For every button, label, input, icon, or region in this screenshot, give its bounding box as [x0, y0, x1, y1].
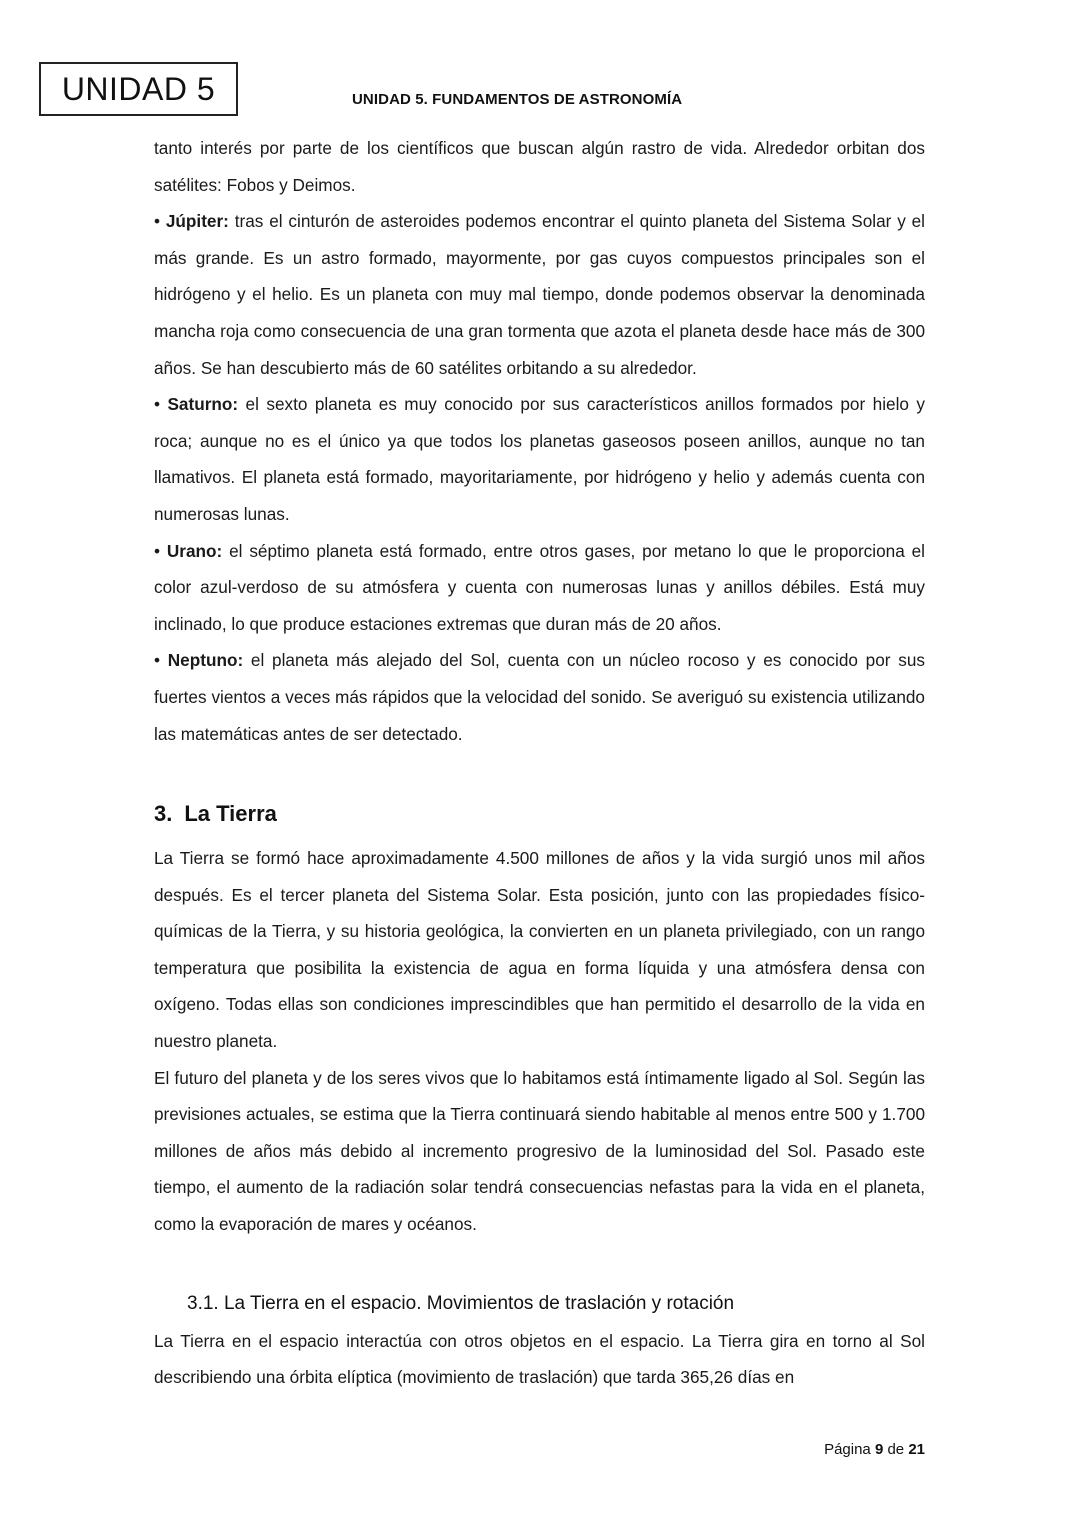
- intro-paragraph: tanto interés por parte de los científicos que buscan algún rastro de vida. Alrededor orbitan dos satélites: Fobos y Deimos.: [154, 138, 925, 195]
- planet-description: el séptimo planeta está formado, entre otros gases, por metano lo que le proporciona el color azul-verdoso de su atmósfera y cuenta con numerosas lunas y anillos débiles. Está muy inclinado, lo que produce estaciones extremas que duran más de 20 años.: [154, 540, 925, 634]
- section-paragraph: La Tierra se formó hace aproximadamente 4.500 millones de años y la vida surgió unos mil años después. Es el tercer planeta del Sistema Solar. Esta posición, junto con las propiedades físico-químicas de la Tierra, y su historia geológica, la convierten en un planeta privilegiado, con un rango temperatura que posibilita la existencia de agua en forma líquida y una atmósfera densa con oxígeno. Todas ellas son condiciones imprescindibles que han permitido el desarrollo de la vida en nuestro planeta.: [154, 848, 925, 1052]
- planet-jupiter: • Júpiter: tras el cinturón de asteroides podemos encontrar el quinto planeta del Sistema Solar y el más grande. Es un astro formado, mayormente, por gas cuyos compuestos principales son el hidrógeno y el helio. Es un planeta con muy mal tiempo, donde podemos observar la denominada mancha roja como consecuencia de una gran tormenta que azota el planeta desde hace más de 300 años. Se han descubierto más de 60 satélites orbitando a su alrededor.: [154, 211, 926, 378]
- planet-urano: • Urano: el séptimo planeta está formado, entre otros gases, por metano lo que le proporciona el color azul-verdoso de su atmósfera y cuenta con numerosas lunas y anillos débiles. Está muy inclinado, lo que produce estaciones extremas que duran más de 20 años.: [154, 540, 925, 634]
- planet-name: Neptuno:: [167, 650, 244, 671]
- unit-label: UNIDAD 5: [61, 70, 216, 107]
- planet-name: Saturno:: [167, 394, 239, 415]
- subsection-paragraph: La Tierra en el espacio interactúa con otros objetos en el espacio. La Tierra gira en torno al Sol describiendo una órbita elíptica (movimiento de traslación) que tarda 365,26 días en: [154, 1330, 925, 1388]
- section-title: La Tierra: [184, 801, 277, 827]
- section-number: 3.: [154, 801, 173, 827]
- planet-saturno: • Saturno: el sexto planeta es muy conocido por sus característicos anillos formados por hielo y roca; aunque no es el único ya que todos los planetas gaseosos poseen anillos, aunque no tan llamativos. El planeta está formado, mayoritariamente, por hidrógeno y helio y además cuenta con numerosas lunas.: [154, 394, 925, 524]
- page-number: Página 9 de 21: [824, 1441, 925, 1458]
- planet-neptuno: • Neptuno: el planeta más alejado del Sol, cuenta con un núcleo rocoso y es conocido por sus fuertes vientos a veces más rápidos que la velocidad del sonido. Se averiguó su existencia utilizando las matemáticas antes de ser detectado.: [154, 650, 925, 744]
- page-header-title: UNIDAD 5. FUNDAMENTOS DE ASTRONOMÍA: [352, 91, 683, 108]
- planet-description: tras el cinturón de asteroides podemos encontrar el quinto planeta del Sistema Solar y el más grande. Es un astro formado, mayormente, por gas cuyos compuestos principales son el hidrógeno y el helio. Es un planeta con muy mal tiempo, donde podemos observar la denominada mancha roja como consecuencia de una gran tormenta que azota el planeta desde hace más de 300 años. Se han descubierto más de 60 satélites orbitando a su alrededor.: [154, 211, 926, 378]
- planet-name: Júpiter:: [165, 211, 229, 232]
- unit-label-box: [39, 62, 238, 116]
- section-heading-la-tierra: [154, 799, 925, 829]
- planet-name: Urano:: [166, 540, 223, 561]
- page-content: [154, 130, 925, 1396]
- subsection-heading: 3.1. La Tierra en el espacio. Movimientos de traslación y rotación: [187, 1292, 735, 1314]
- planet-description: el sexto planeta es muy conocido por sus característicos anillos formados por hielo y roca; aunque no es el único ya que todos los planetas gaseosos poseen anillos, aunque no tan llamativos. El planeta está formado, mayoritariamente, por hidrógeno y helio y además cuenta con numerosas lunas.: [154, 394, 925, 524]
- planet-description: el planeta más alejado del Sol, cuenta con un núcleo rocoso y es conocido por sus fuertes vientos a veces más rápidos que la velocidad del sonido. Se averiguó su existencia utilizando las matemáticas antes de ser detectado.: [154, 650, 925, 744]
- section-paragraph: El futuro del planeta y de los seres vivos que lo habitamos está íntimamente ligado al Sol. Según las previsiones actuales, se estima que la Tierra continuará siendo habitable al menos entre 500 y 1.700 millones de años más debido al incremento progresivo de la luminosidad del Sol. Pasado este tiempo, el aumento de la radiación solar tendrá consecuencias nefastas para la vida en el planeta, como la evaporación de mares y océanos.: [154, 1067, 925, 1235]
